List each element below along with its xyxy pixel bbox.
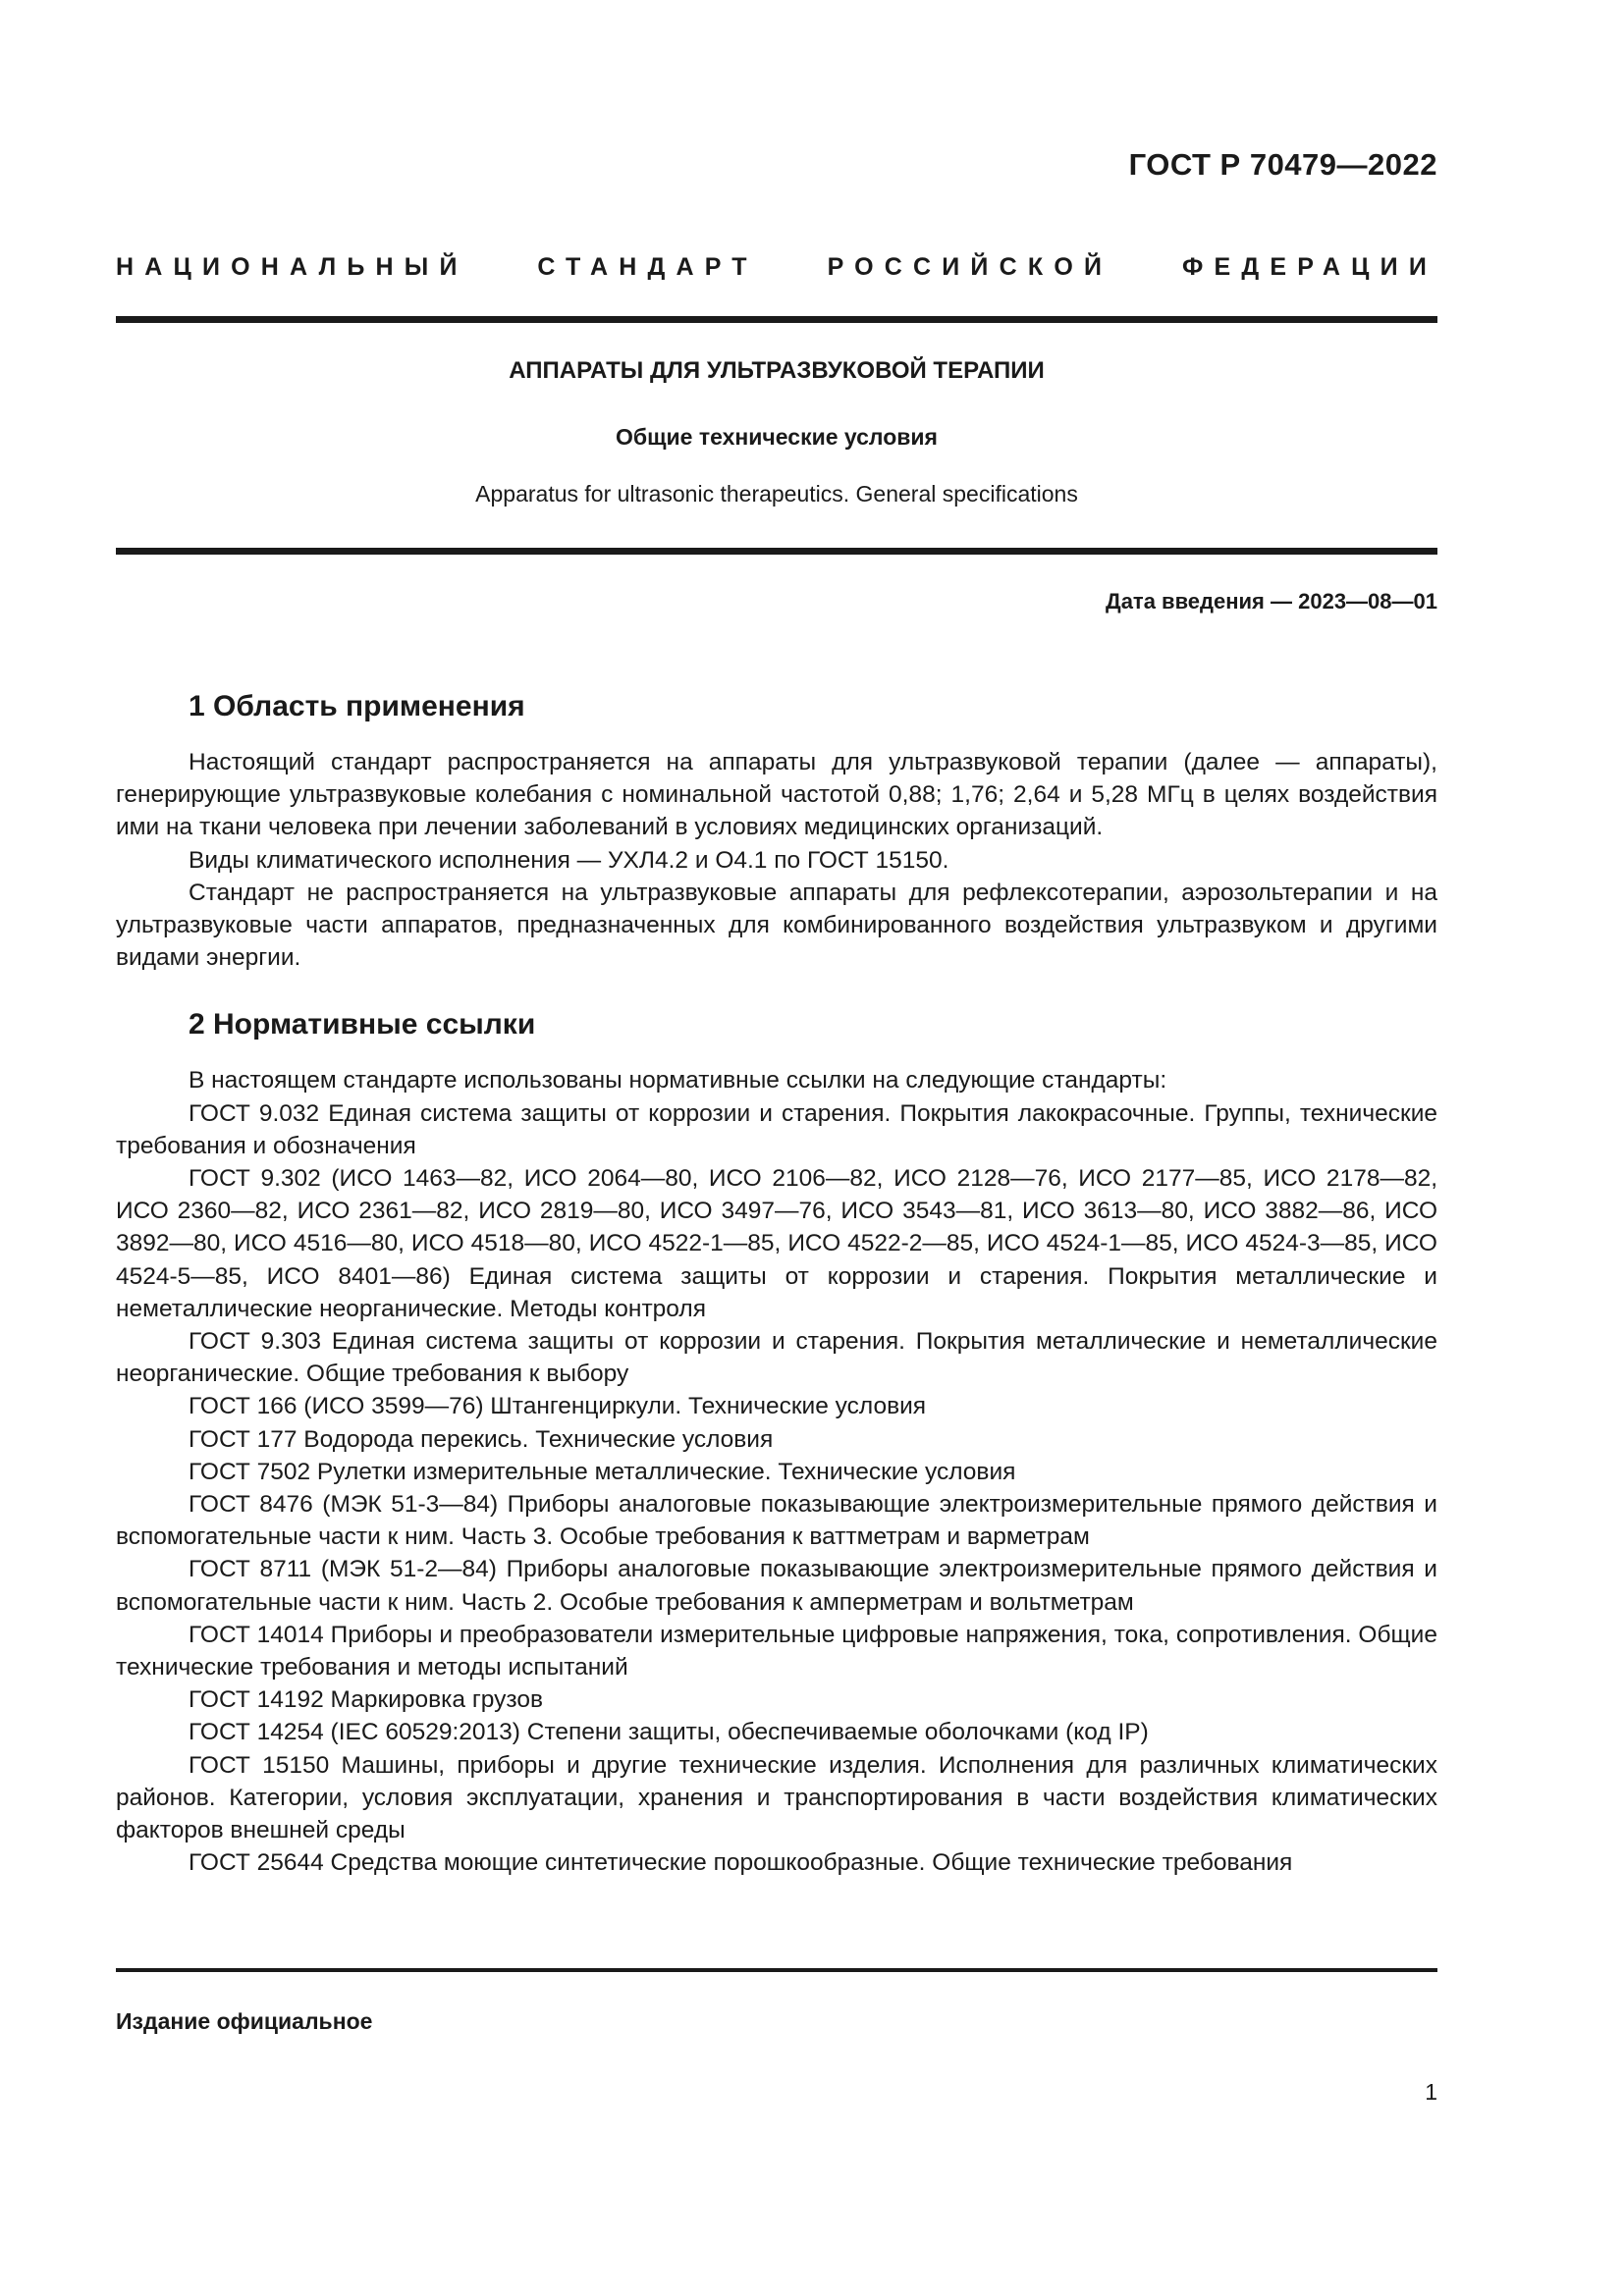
reference-item: ГОСТ 15150 Машины, приборы и другие технические изделия. Исполнения для различных климатических районов. Категории, условия эксплуатации, хранения и транспортирования в части воздействия климатических факторов внешней среды [116,1751,1437,1844]
document-title: АППАРАТЫ ДЛЯ УЛЬТРАЗВУКОВОЙ ТЕРАПИИ [509,357,1045,384]
reference-item: ГОСТ 8476 (МЭК 51-3—84) Приборы аналоговые показывающие электроизмерительные прямого действия и вспомогательные части к ним. Часть 3. Особые требования к ваттметрам и варметрам [116,1491,1437,1551]
reference-item: ГОСТ 7502 Рулетки измерительные металлические. Технические условия [189,1458,1016,1485]
document-subtitle: Общие технические условия [616,424,938,450]
section-1-heading: 1 Область применения [189,690,525,722]
section-1-paragraph: Настоящий стандарт распространяется на аппараты для ультразвуковой терапии (далее — аппараты), генерирующие ультразвуковые колебания с номинальной частотой 0,88; 1,76; 2,64 и 5,28 МГц в целях воздействия ими на ткани человека при лечении заболеваний в условиях медицинских организаций. [116,749,1437,841]
reference-item: ГОСТ 9.303 Единая система защиты от коррозии и старения. Покрытия металлические и неметаллические неорганические. Общие требования к выбору [116,1328,1437,1388]
national-standard-banner: НАЦИОНАЛЬНЫЙ СТАНДАРТ РОССИЙСКОЙ ФЕДЕРАЦИИ [116,253,1437,281]
reference-item: ГОСТ 9.032 Единая система защиты от коррозии и старения. Покрытия лакокрасочные. Группы, технические требования и обозначения [116,1099,1437,1159]
reference-item: ГОСТ 166 (ИСО 3599—76) Штангенциркули. Технические условия [189,1393,927,1420]
reference-item: ГОСТ 177 Водорода перекись. Технические условия [189,1425,774,1453]
edition-label: Издание официальное [116,2008,373,2034]
section-2-heading: 2 Нормативные ссылки [189,1008,536,1041]
reference-item: ГОСТ 9.302 (ИСО 1463—82, ИСО 2064—80, ИСО 2106—82, ИСО 2128—76, ИСО 2177—85, ИСО 2178—82, ИСО 2360—82, ИСО 2361—82, ИСО 2819—80, ИСО 3497—76, ИСО 3543—81, ИСО 3613—80, ИСО 3882—86, ИСО 3892—80, ИСО 4516—80, ИСО 4518—80, ИСО 4522-1—85, ИСО 4522-2—85, ИСО 4524-1—85, ИСО 4524-3—85, ИСО 4524-5—85, ИСО 8401—86) Единая система защиты от коррозии и старения. Покрытия металлические и неметаллические неорганические. Методы контроля [116,1165,1437,1322]
introduction-date: Дата введения — 2023—08—01 [1106,589,1437,614]
english-title: Apparatus for ultrasonic therapeutics. General specifications [475,481,1078,507]
reference-item: ГОСТ 14192 Маркировка грузов [189,1686,543,1714]
footer-divider [116,1968,1437,1972]
reference-item: ГОСТ 14254 (IEC 60529:2013) Степени защиты, обеспечиваемые оболочками (код IP) [189,1719,1149,1746]
page-number: 1 [1425,2079,1437,2105]
reference-item: В настоящем стандарте использованы нормативные ссылки на следующие стандарты: [189,1067,1167,1095]
top-divider [116,316,1437,323]
reference-item: ГОСТ 8711 (МЭК 51-2—84) Приборы аналоговые показывающие электроизмерительные прямого действия и вспомогательные части к ним. Часть 2. Особые требования к амперметрам и вольтметрам [116,1556,1437,1616]
section-1-paragraph: Стандарт не распространяется на ультразвуковые аппараты для рефлексотерапии, аэрозольтерапии и на ультразвуковые части аппаратов, предназначенных для комбинированного воздействия ультразвуком и другими видами энергии. [116,879,1437,972]
title-divider [116,548,1437,555]
document-body [116,687,1437,1880]
reference-item: ГОСТ 25644 Средства моющие синтетические порошкообразные. Общие технические требования [189,1849,1293,1877]
document-code: ГОСТ Р 70479—2022 [1128,147,1437,182]
reference-item: ГОСТ 14014 Приборы и преобразователи измерительные цифровые напряжения, тока, сопротивления. Общие технические требования и методы испытаний [116,1621,1437,1682]
section-1-paragraph: Виды климатического исполнения — УХЛ4.2 и О4.1 по ГОСТ 15150. [189,846,949,874]
